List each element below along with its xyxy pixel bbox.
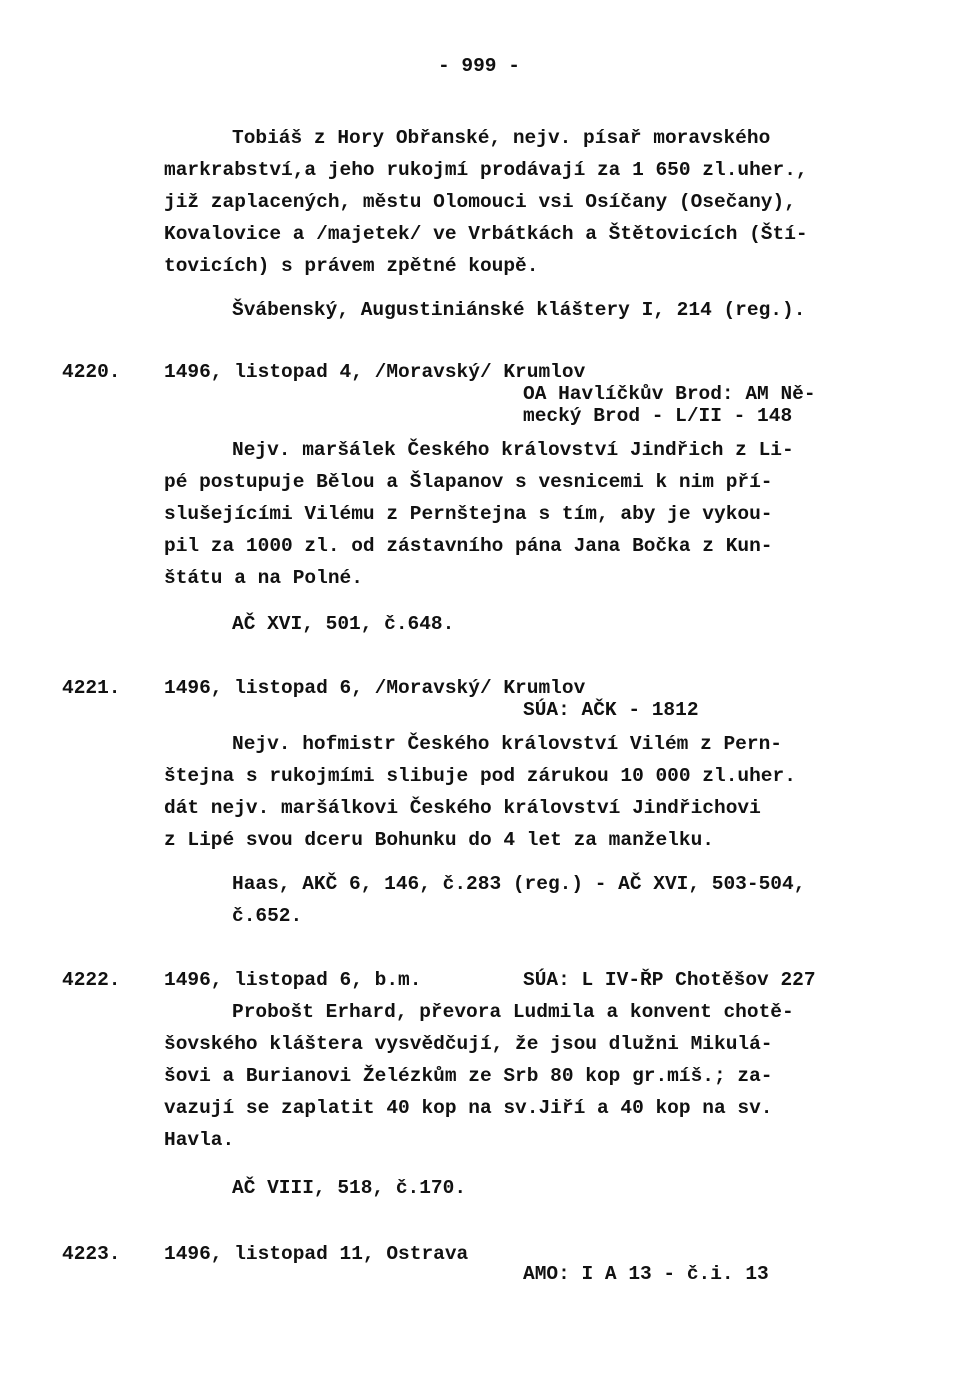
citation: AČ XVI, 501, č.648. [232,613,455,635]
entry-header: 1496, listopad 6, b.m. [164,969,422,991]
text-line: slušejícími Vilému z Pernštejna s tím, aby je vykou- [164,503,773,525]
entry-number: 4221. [62,677,121,699]
text-line: z Lipé svou dceru Bohunku do 4 let za manželku. [164,829,714,851]
archive: SÚA: L IV-ŘP Chotěšov 227 [523,969,816,991]
text-line: Nejv. hofmistr Českého království Vilém z Pern- [232,733,782,755]
entry-number: 4220. [62,361,121,383]
archive: SÚA: AČK - 1812 [523,699,699,721]
text-line: Havla. [164,1129,235,1151]
entry-number: 4222. [62,969,121,991]
text-line: již zaplacených, městu Olomouci vsi Osíčany (Osečany), [164,191,796,213]
text-line: vazují se zaplatit 40 kop na sv.Jiří a 40 kop na sv. [164,1097,773,1119]
citation: Švábenský, Augustiniánské kláštery I, 214 (reg.). [232,299,806,321]
text-line: pé postupuje Bělou a Šlapanov s vesnicemi k nim pří- [164,471,773,493]
archive: AMO: I A 13 - č.i. 13 [523,1263,769,1285]
text-line: šovi a Burianovi Želézkům ze Srb 80 kop gr.míš.; za- [164,1065,773,1087]
archive-line: OA Havlíčkův Brod: AM Ně- [523,383,816,405]
text-line: Probošt Erhard, převora Ludmila a konvent chotě- [232,1001,794,1023]
page-number: - 999 - [438,55,520,77]
text-line: tovicích) s právem zpětné koupě. [164,255,539,277]
text-line: dát nejv. maršálkovi Českého království Jindřichovi [164,797,761,819]
citation-line: Haas, AKČ 6, 146, č.283 (reg.) - AČ XVI, 503-504, [232,873,806,895]
text-line: markrabství,a jeho rukojmí prodávají za 1 650 zl.uher., [164,159,808,181]
entry-header: 1496, listopad 6, /Moravský/ Krumlov [164,677,586,699]
citation-line: č.652. [232,905,303,927]
text-line: Nejv. maršálek Českého království Jindřich z Li- [232,439,794,461]
archive-line: mecký Brod - L/II - 148 [523,405,793,427]
text-line: Tobiáš z Hory Obřanské, nejv. písař moravského [232,127,771,149]
entry-number: 4223. [62,1243,121,1265]
citation: AČ VIII, 518, č.170. [232,1177,467,1199]
text-line: štátu a na Polné. [164,567,363,589]
entry-header: 1496, listopad 4, /Moravský/ Krumlov [164,361,586,383]
text-line: šovského kláštera vysvědčují, že jsou dlužni Mikulá- [164,1033,773,1055]
entry-header: 1496, listopad 11, Ostrava [164,1243,469,1265]
text-line: pil za 1000 zl. od zástavního pána Jana Bočka z Kun- [164,535,773,557]
text-line: štejna s rukojmími slibuje pod zárukou 10 000 zl.uher. [164,765,796,787]
text-line: Kovalovice a /majetek/ ve Vrbátkách a Štětovicích (Ští- [164,223,808,245]
